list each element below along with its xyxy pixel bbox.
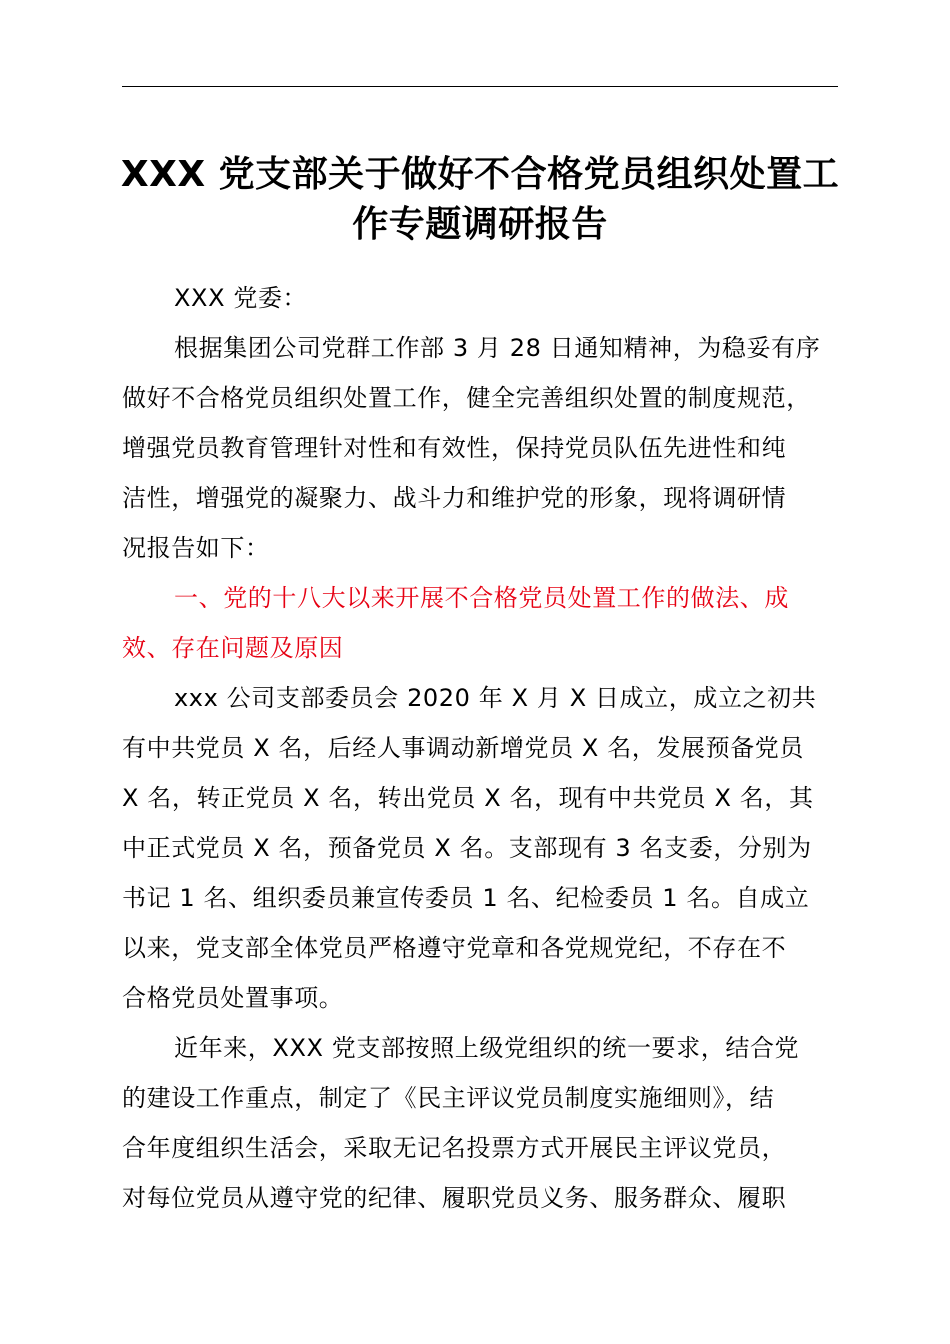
paragraph-line: 合格党员处置事项。 [122,984,344,1012]
salutation: XXX 党委： [174,284,308,312]
paragraph-line: 增强党员教育管理针对性和有效性，保持党员队伍先进性和纯 [122,434,787,462]
paragraph-line: 根据集团公司党群工作部 3 月 28 日通知精神，为稳妥有序 [174,334,821,362]
header-rule [122,86,838,87]
paragraph-line: 况报告如下： [122,534,270,562]
paragraph-line: 对每位党员从遵守党的纪律、履职党员义务、服务群众、履职 [122,1184,787,1212]
title-line: XXX 党支部关于做好不合格党员组织处置工 [120,154,840,195]
paragraph-line: X 名，转正党员 X 名，转出党员 X 名，现有中共党员 X 名，其 [122,784,814,812]
document-body [122,273,862,1223]
section-heading: 效、存在问题及原因 [122,634,344,662]
title-line: 作专题调研报告 [352,204,608,245]
paragraph-line: 书记 1 名、组织委员兼宣传委员 1 名、纪检委员 1 名。自成立 [122,884,810,912]
paragraph-line: 有中共党员 X 名，后经人事调动新增党员 X 名，发展预备党员 [122,734,804,762]
paragraph-line: xxx 公司支部委员会 2020 年 X 月 X 日成立，成立之初共 [174,684,817,712]
paragraph-line: 以来，党支部全体党员严格遵守党章和各党规党纪，不存在不 [122,934,787,962]
document-title [110,150,850,250]
paragraph-line: 的建设工作重点，制定了《民主评议党员制度实施细则》，结 [122,1084,775,1112]
paragraph-line: 合年度组织生活会，采取无记名投票方式开展民主评议党员， [122,1134,787,1162]
section-heading: 一、党的十八大以来开展不合格党员处置工作的做法、成 [174,584,789,612]
paragraph-line: 洁性，增强党的凝聚力、战斗力和维护党的形象，现将调研情 [122,484,787,512]
paragraph-line: 做好不合格党员组织处置工作，健全完善组织处置的制度规范， [122,384,811,412]
paragraph-line: 中正式党员 X 名，预备党员 X 名。支部现有 3 名支委，分别为 [122,834,812,862]
paragraph-line: 近年来，XXX 党支部按照上级党组织的统一要求，结合党 [174,1034,800,1062]
